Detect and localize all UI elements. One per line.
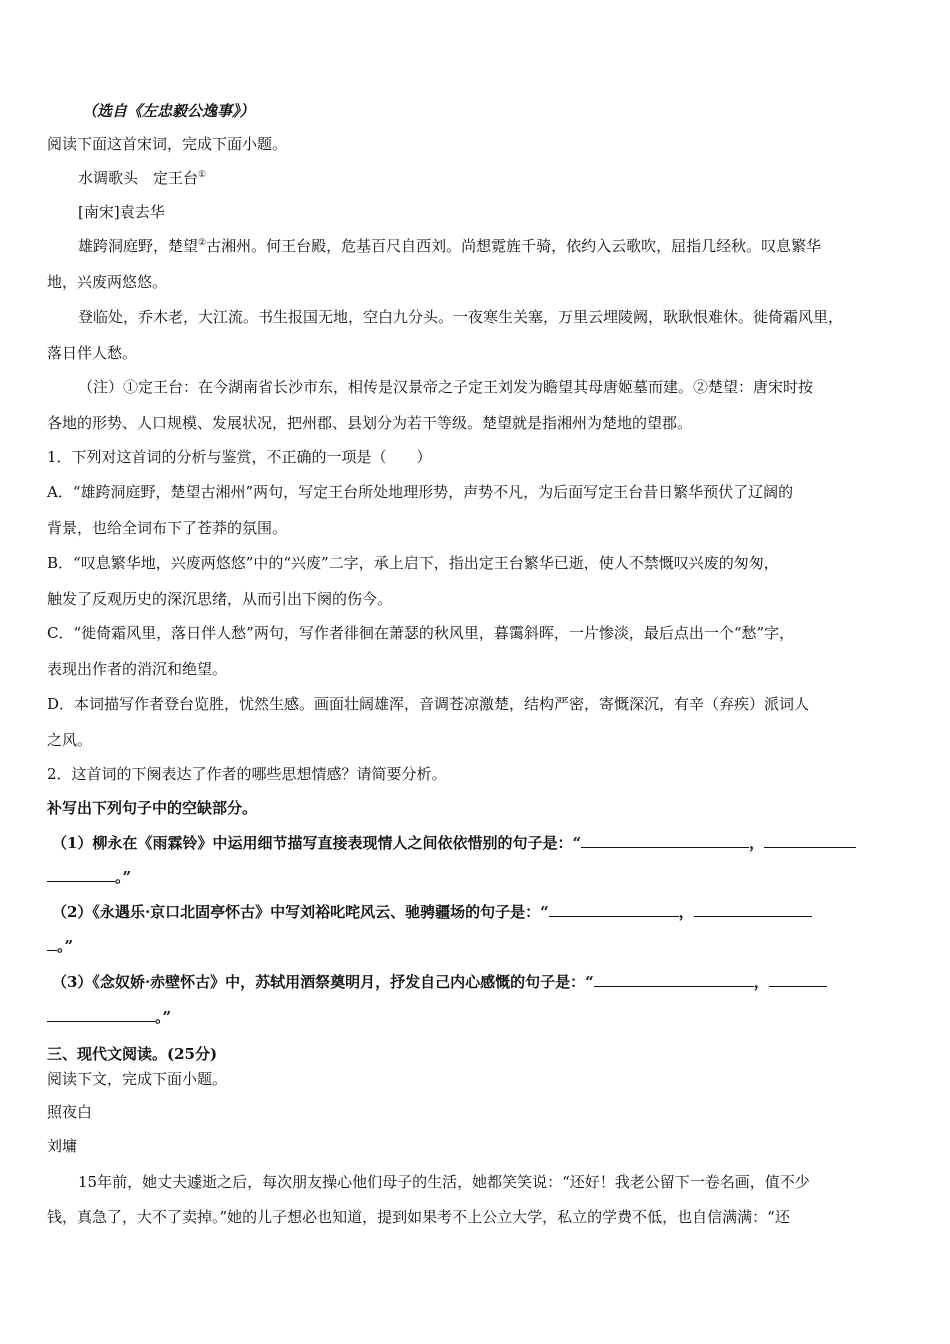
- fill2-comma: ，: [678, 903, 694, 921]
- option-a-line1: A．“雄跨洞庭野，楚望古湘州”两句，写定王台所处地理形势，声势不凡，为后面写定王台昔日繁华预伏了辽阔的: [47, 483, 794, 501]
- option-d-line1: D．本词描写作者登台览胜，忧然生感。画面壮阔雄浑，音调苍凉激楚，结构严密，寄慨深沉，有辛（弃疾）派词人: [47, 695, 810, 713]
- poem-stanza1-line1: [78, 235, 821, 257]
- fill1-text: （1）柳永在《雨霖铃》中运用细节描写直接表现情人之间依依惜别的句子是：“: [52, 834, 582, 852]
- poem-stanza2-line1: 登临处，乔木老，大江流。书生报国无地，空白九分头。一夜寒生关塞，万里云埋陵阙，耿耿恨难休。徙倚霜风里，: [78, 308, 844, 326]
- option-d-line2: 之风。: [47, 731, 93, 749]
- story-author: 刘墉: [47, 1137, 78, 1155]
- fill2-blank-1[interactable]: [549, 902, 679, 917]
- story-paragraph-1-line2: 钱，真急了，大不了卖掉。”她的儿子想必也知道，提到如果考不上公立大学，私立的学费不低，也自信满满：“还: [47, 1208, 790, 1226]
- source-line: （选自《左忠毅公逸事》）: [82, 102, 255, 120]
- fill2-blank-2a[interactable]: [694, 902, 812, 917]
- poem-title: [78, 167, 206, 189]
- section-3-heading: 三、现代文阅读。(25分): [47, 1045, 218, 1063]
- question-1: 1．下列对这首词的分析与鉴赏，不正确的一项是（ ）: [47, 448, 432, 466]
- fill3-blank-1[interactable]: [594, 972, 754, 987]
- fill1-end: 。”: [115, 868, 132, 886]
- fill2-text: （2）《永遇乐·京口北固亭怀古》中写刘裕叱咤风云、驰骋疆场的句子是：“: [52, 903, 549, 921]
- poem-title-text: 水调歌头 定王台: [78, 169, 199, 187]
- fill3-end: 。”: [155, 1008, 172, 1026]
- fill3-comma: ，: [753, 973, 769, 991]
- poem-title-note: ①: [198, 170, 207, 180]
- fill1-blank-2a[interactable]: [764, 833, 856, 848]
- reading-intro: 阅读下文，完成下面小题。: [47, 1070, 228, 1088]
- fill3-text: （3）《念奴娇·赤壁怀古》中，苏轼用酒祭奠明月，抒发自己内心感慨的句子是：“: [52, 973, 594, 991]
- story-title: 照夜白: [47, 1103, 93, 1121]
- fill3-blank-2b[interactable]: [47, 1007, 155, 1022]
- stanza1-note: ②: [198, 238, 207, 248]
- fill1-blank-2b[interactable]: [47, 867, 115, 882]
- option-a-line2: 背景，也给全词布下了苍莽的氛围。: [47, 519, 288, 537]
- poem-intro: 阅读下面这首宋词，完成下面小题。: [47, 135, 288, 153]
- fill3-blank-2a[interactable]: [769, 972, 827, 987]
- fill-question-2-cont: [47, 935, 73, 957]
- fill-question-1: [52, 832, 856, 854]
- stanza1-part-a: 雄跨洞庭野，楚望: [78, 237, 199, 255]
- fill-question-2: [52, 901, 812, 923]
- fill2-end: 。”: [57, 937, 74, 955]
- question-2: 2．这首词的下阕表达了作者的哪些思想情感？请简要分析。: [47, 765, 447, 783]
- story-paragraph-1-line1: 15年前，她丈夫遽逝之后，每次朋友操心他们母子的生活，她都笑笑说：“还好！我老公留下一卷名画，值不少: [78, 1173, 810, 1191]
- poem-author: [南宋]袁去华: [78, 203, 165, 221]
- option-c-line1: C．“徙倚霜风里，落日伴人愁”两句，写作者徘徊在萧瑟的秋风里，暮霭斜晖，一片惨淡，最后点出一个“愁”字，: [47, 624, 795, 642]
- poem-stanza1-line2: 地，兴废两悠悠。: [47, 273, 168, 291]
- fill-heading: 补写出下列句子中的空缺部分。: [47, 799, 258, 817]
- stanza1-part-b: 古湘州。何王台殿，危基百尺自西刘。尚想霓旌千骑，依约入云歌吹，屈指几经秋。叹息繁华: [206, 237, 822, 255]
- fill2-blank-2b[interactable]: [47, 936, 57, 951]
- fill1-blank-1[interactable]: [581, 833, 749, 848]
- option-c-line2: 表现出作者的消沉和绝望。: [47, 660, 228, 678]
- fill-question-3-cont: [47, 1006, 171, 1028]
- option-b-line1: B．“叹息繁华地，兴废两悠悠”中的“兴废”二字，承上启下，指出定王台繁华已逝，使人不禁慨叹兴废的匆匆，: [47, 554, 779, 572]
- poem-notes-line2: 各地的形势、人口规模、发展状况，把州郡、县划分为若干等级。楚望就是指湘州为楚地的望郡。: [47, 414, 693, 432]
- fill-question-1-cont: [47, 866, 131, 888]
- fill-question-3: [52, 971, 827, 993]
- option-b-line2: 触发了反观历史的深沉思绪，从而引出下阕的伤今。: [47, 590, 393, 608]
- poem-notes-line1: （注）①定王台：在今湖南省长沙市东，相传是汉景帝之子定王刘发为瞻望其母唐姬墓而建。②楚望：唐宋时按: [78, 378, 814, 396]
- poem-stanza2-line2: 落日伴人愁。: [47, 344, 138, 362]
- fill1-comma: ，: [749, 834, 765, 852]
